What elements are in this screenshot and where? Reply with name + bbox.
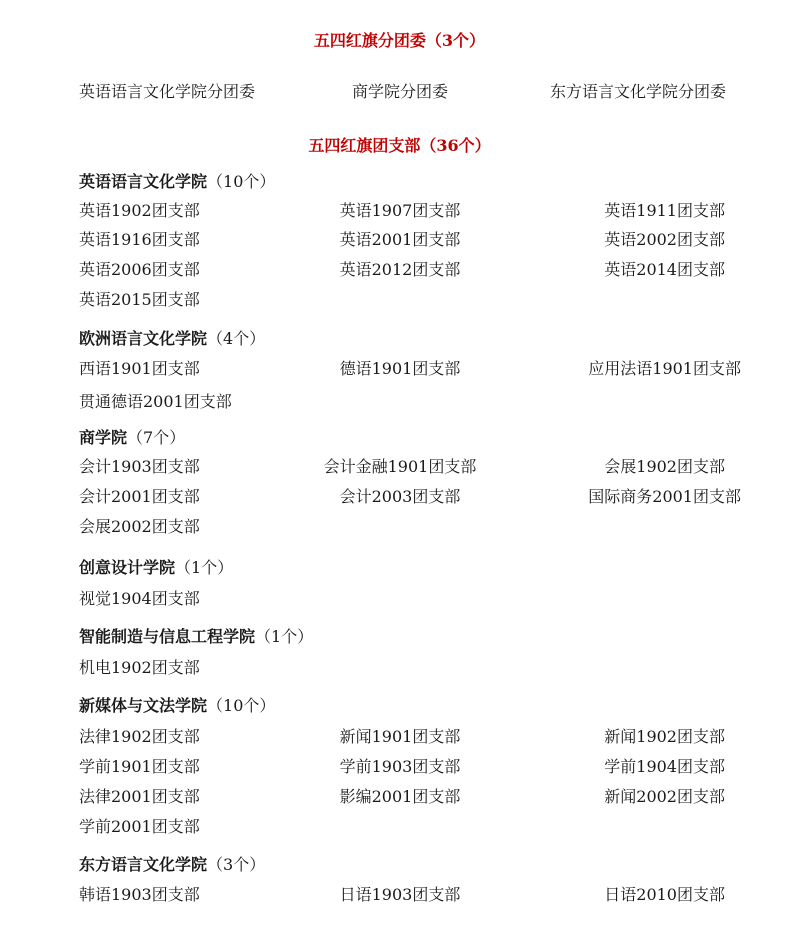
section-count: （3个） — [207, 855, 266, 874]
branch-row — [0, 755, 799, 779]
committee-oriental: 东方语言文化学院分团委 — [549, 82, 726, 101]
section-heading — [79, 626, 313, 648]
section-count: （1个） — [255, 627, 314, 646]
branch-item: 英语2014团支部 — [604, 260, 725, 279]
committee-title: 五四红旗分团委（3个） — [313, 31, 486, 50]
branch-item: 视觉1904团支部 — [79, 589, 200, 608]
branch-row — [0, 288, 799, 312]
section-name: 创意设计学院 — [79, 558, 176, 577]
branch-item: 会计1903团支部 — [79, 457, 200, 476]
branch-item: 英语1916团支部 — [79, 230, 200, 249]
branch-item: 英语2006团支部 — [79, 260, 200, 279]
branch-item: 贯通德语2001团支部 — [79, 392, 232, 411]
branch-item: 影编2001团支部 — [339, 787, 461, 806]
branch-item: 英语1907团支部 — [339, 201, 461, 220]
section-name: 智能制造与信息工程学院 — [79, 627, 256, 646]
branch-item: 英语1902团支部 — [79, 201, 200, 220]
branch-item: 韩语1903团支部 — [79, 885, 200, 904]
branch-title: 五四红旗团支部（36个） — [308, 136, 491, 155]
branch-item: 学前1901团支部 — [79, 757, 200, 776]
branch-item: 法律1902团支部 — [79, 727, 200, 746]
branch-row — [0, 485, 799, 509]
section-heading — [79, 427, 185, 449]
section-name: 新媒体与文法学院 — [79, 696, 208, 715]
branch-item: 日语1903团支部 — [339, 885, 461, 904]
branch-row — [0, 815, 799, 839]
branch-item: 新闻1901团支部 — [339, 727, 461, 746]
branch-item: 会计金融1901团支部 — [323, 457, 477, 476]
section-name: 商学院 — [79, 428, 128, 447]
section-name: 欧洲语言文化学院 — [79, 329, 208, 348]
branch-item: 机电1902团支部 — [79, 658, 200, 677]
section-heading — [79, 854, 265, 876]
section-name: 英语语言文化学院 — [79, 172, 208, 191]
branch-item: 英语2012团支部 — [339, 260, 461, 279]
section-count: （10个） — [207, 172, 276, 191]
branch-row — [0, 515, 799, 539]
branch-item: 法律2001团支部 — [79, 787, 200, 806]
branch-item: 国际商务2001团支部 — [588, 487, 741, 506]
branch-row — [0, 455, 799, 479]
section-heading — [79, 695, 275, 717]
branch-row — [0, 228, 799, 252]
branch-row — [0, 587, 799, 611]
branch-row — [0, 357, 799, 381]
committee-english: 英语语言文化学院分团委 — [79, 82, 256, 101]
branch-item: 学前1903团支部 — [339, 757, 461, 776]
branch-item: 英语2002团支部 — [604, 230, 725, 249]
section-heading — [79, 328, 265, 350]
section-count: （7个） — [127, 428, 186, 447]
branch-row — [0, 725, 799, 749]
branch-row — [0, 785, 799, 809]
branch-row — [0, 656, 799, 680]
branch-item: 英语1911团支部 — [604, 201, 725, 220]
branch-item: 会计2001团支部 — [79, 487, 200, 506]
branch-item: 英语2001团支部 — [339, 230, 461, 249]
branch-item: 德语1901团支部 — [339, 359, 461, 378]
branch-row — [0, 390, 799, 414]
section-name: 东方语言文化学院 — [79, 855, 208, 874]
branch-row — [0, 258, 799, 282]
branch-item: 应用法语1901团支部 — [588, 359, 741, 378]
section-count: （4个） — [207, 329, 266, 348]
committee-business: 商学院分团委 — [351, 82, 448, 101]
section-heading — [79, 557, 233, 579]
branch-row — [0, 199, 799, 223]
branch-row — [0, 883, 799, 907]
branch-item: 日语2010团支部 — [604, 885, 725, 904]
branch-item: 西语1901团支部 — [79, 359, 200, 378]
branch-item: 会展2002团支部 — [79, 517, 200, 536]
section-count: （1个） — [175, 558, 234, 577]
committee-row — [0, 80, 799, 104]
branch-item: 会计2003团支部 — [339, 487, 461, 506]
section-heading — [79, 171, 275, 193]
branch-item: 学前2001团支部 — [79, 817, 200, 836]
branch-item: 学前1904团支部 — [604, 757, 725, 776]
branch-item: 会展1902团支部 — [604, 457, 725, 476]
branch-item: 新闻2002团支部 — [604, 787, 725, 806]
section-count: （10个） — [207, 696, 276, 715]
branch-item: 英语2015团支部 — [79, 290, 200, 309]
branch-item: 新闻1902团支部 — [604, 727, 725, 746]
